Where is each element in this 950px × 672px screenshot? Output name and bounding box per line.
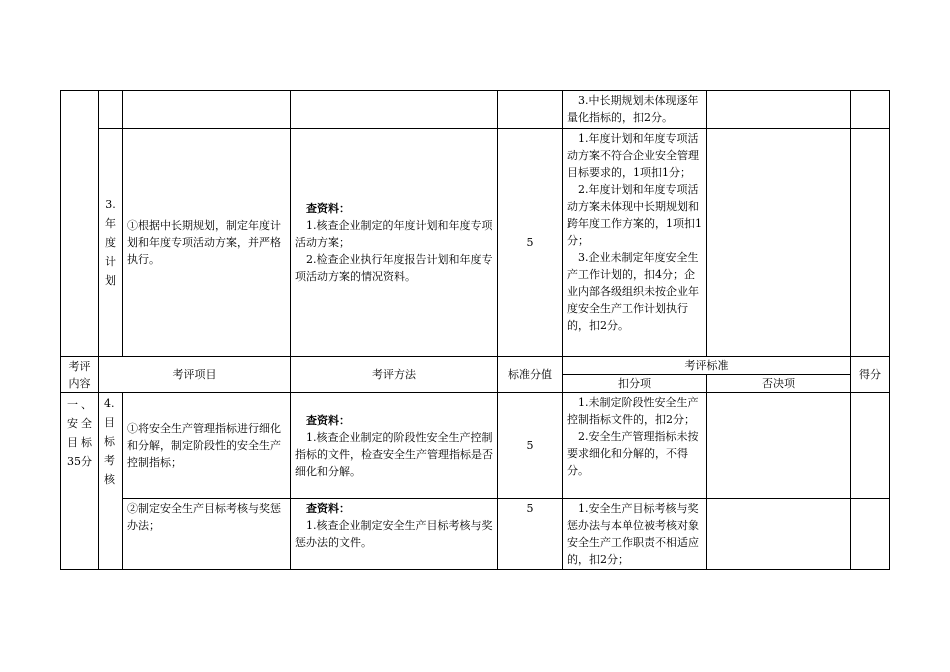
deduction-item: 2.安全生产管理指标未按要求细化和分解的，不得分。 [567,430,699,477]
table-row-annual-plan [61,129,890,357]
subitem-cell-empty [99,91,123,129]
header-veto: 否决项 [707,375,851,393]
result-cell-empty [851,393,890,499]
header-content: 考评内容 [61,357,99,393]
method-title: 查资料： [306,502,350,515]
method-cell-empty [291,91,498,129]
deduction-item: 1.年度计划和年度专项活动方案不符合企业安全管理目标要求的，1项扣1分； [567,132,699,179]
score-cell-empty [498,91,563,129]
header-result: 得分 [851,357,890,393]
veto-cell-empty [707,91,851,129]
deduction-text: 3.中长期规划未体现逐年量化指标的，扣2分。 [567,94,699,124]
deduction-cell [563,91,707,129]
header-method: 考评方法 [291,357,498,393]
result-cell-empty [851,499,890,570]
table-row-assess-1 [61,393,890,499]
content-text: ①根据中长期规划，制定年度计划和年度专项活动方案，并严格执行。 [127,219,281,266]
result-cell-empty [851,91,890,129]
method-item: 1.核查企业制定的年度计划和年度专项活动方案； [295,219,493,249]
header-item: 考评项目 [99,357,291,393]
deduction-annual-plan [563,129,707,357]
evaluation-table [60,90,890,570]
deduction-item: 1.安全生产目标考核与奖惩办法与本单位被考核对象安全生产工作职责不相适应的，扣2分； [567,502,699,566]
header-standard: 考评标准 [563,357,851,375]
veto-cell-empty [707,129,851,357]
content-annual-plan [123,129,291,357]
score-assess-1: 5 [498,393,563,499]
subitem-target-assess: 4.目标考核 [99,393,123,570]
veto-cell-empty [707,393,851,499]
content-cell-continued [61,91,99,357]
header-score: 标准分值 [498,357,563,393]
subitem-annual-plan: 3.年度计划 [99,129,123,357]
deduction-item: 2.年度计划和年度专项活动方案未体现中长期规划和跨年度工作方案的，1项扣1分； [567,183,702,247]
content-cell-empty [123,91,291,129]
score-assess-2: 5 [498,499,563,570]
method-item: 2.检查企业执行年度报告计划和年度专项活动方案的情况资料。 [295,253,493,283]
table-row-mid-plan [61,91,890,129]
header-deduction: 扣分项 [563,375,707,393]
veto-cell-empty [707,499,851,570]
method-title: 查资料： [306,413,350,427]
table-row-assess-2 [61,499,890,570]
method-item: 1.核查企业制定安全生产目标考核与奖惩办法的文件。 [295,519,493,549]
section-safety-target: 一、安全目标35分 [61,393,99,570]
table-header-row [61,357,890,375]
content-assess-2 [123,499,291,570]
content-text: ②制定安全生产目标考核与奖惩办法； [127,502,281,532]
method-assess-1 [291,393,498,499]
method-annual-plan [291,129,498,357]
deduction-item: 1.未制定阶段性安全生产控制指标文件的，扣2分； [567,396,699,426]
deduction-assess-2 [563,499,707,570]
content-text: ①将安全生产管理指标进行细化和分解，制定阶段性的安全生产控制指标； [127,422,281,469]
score-annual-plan: 5 [498,129,563,357]
method-assess-2 [291,499,498,570]
deduction-item: 3.企业未制定年度安全生产工作计划的，扣4分；企业内部各级组织未按企业年度安全生产工作计划执行的，扣2分。 [567,251,699,332]
content-assess-1 [123,393,291,499]
deduction-assess-1 [563,393,707,499]
method-title: 查资料： [306,202,350,215]
result-cell-empty [851,129,890,357]
method-item: 1.核查企业制定的阶段性安全生产控制指标的文件，检查安全生产管理指标是否细化和分解。 [295,430,493,478]
